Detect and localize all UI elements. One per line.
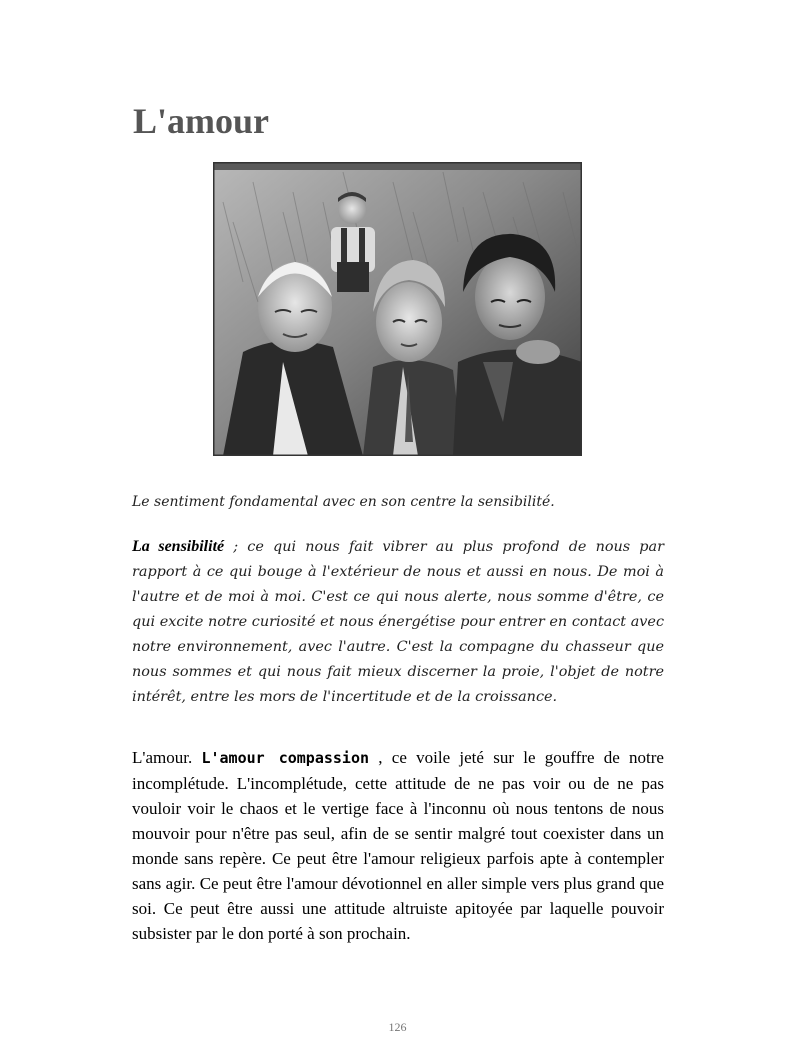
chapter-title: L'amour (133, 101, 270, 141)
page-number: 126 (388, 1020, 407, 1034)
photo-caption: Le sentiment fondamental avec en son centre la sensibilité. (132, 494, 555, 510)
term-amour-compassion: L'amour compassion (201, 749, 370, 767)
amour-lead: L'amour. (132, 748, 202, 767)
paragraph-sensibilite (132, 534, 664, 710)
term-sensibilite: La sensibilité (132, 538, 225, 555)
amour-text: , ce voile jeté sur le gouffre de notre incomplétude. L'incomplétude, cette attitude de ne pas voir ou de ne pas vouloir voir le chaos et le vertige face à l'inconnu où nous tentons de nous mouvoir pour n'être pas seul, afin de se sentir malgré tout coexister dans un monde sans repère. Ce peut être l'amour religieux parfois apte à contempler sans agir. Ce peut être l'amour dévotionnel en aller simple vers plus grand que soi. Ce peut être aussi une attitude altruiste apitoyée par laquelle pouvoir subsister par le don porté à son prochain. (132, 748, 664, 943)
family-photo (213, 162, 582, 456)
paragraph-amour (132, 745, 664, 946)
sensibilite-text: ; ce qui nous fait vibrer au plus profond de nous par rapport à ce qui bouge à l'extérieur de nous et aussi en nous. De moi à l'autre et de moi à moi. C'est ce qui nous alerte, nous somme d'être, ce qui excite notre curiosité et nous énergétise pour entrer en contact avec notre environnement, avec l'autre. C'est la compagne du chasseur que nous sommes et qui nous fait mieux discerner la proie, l'objet de notre intérêt, entre les mors de l'incertitude et de la croissance. (132, 539, 664, 705)
